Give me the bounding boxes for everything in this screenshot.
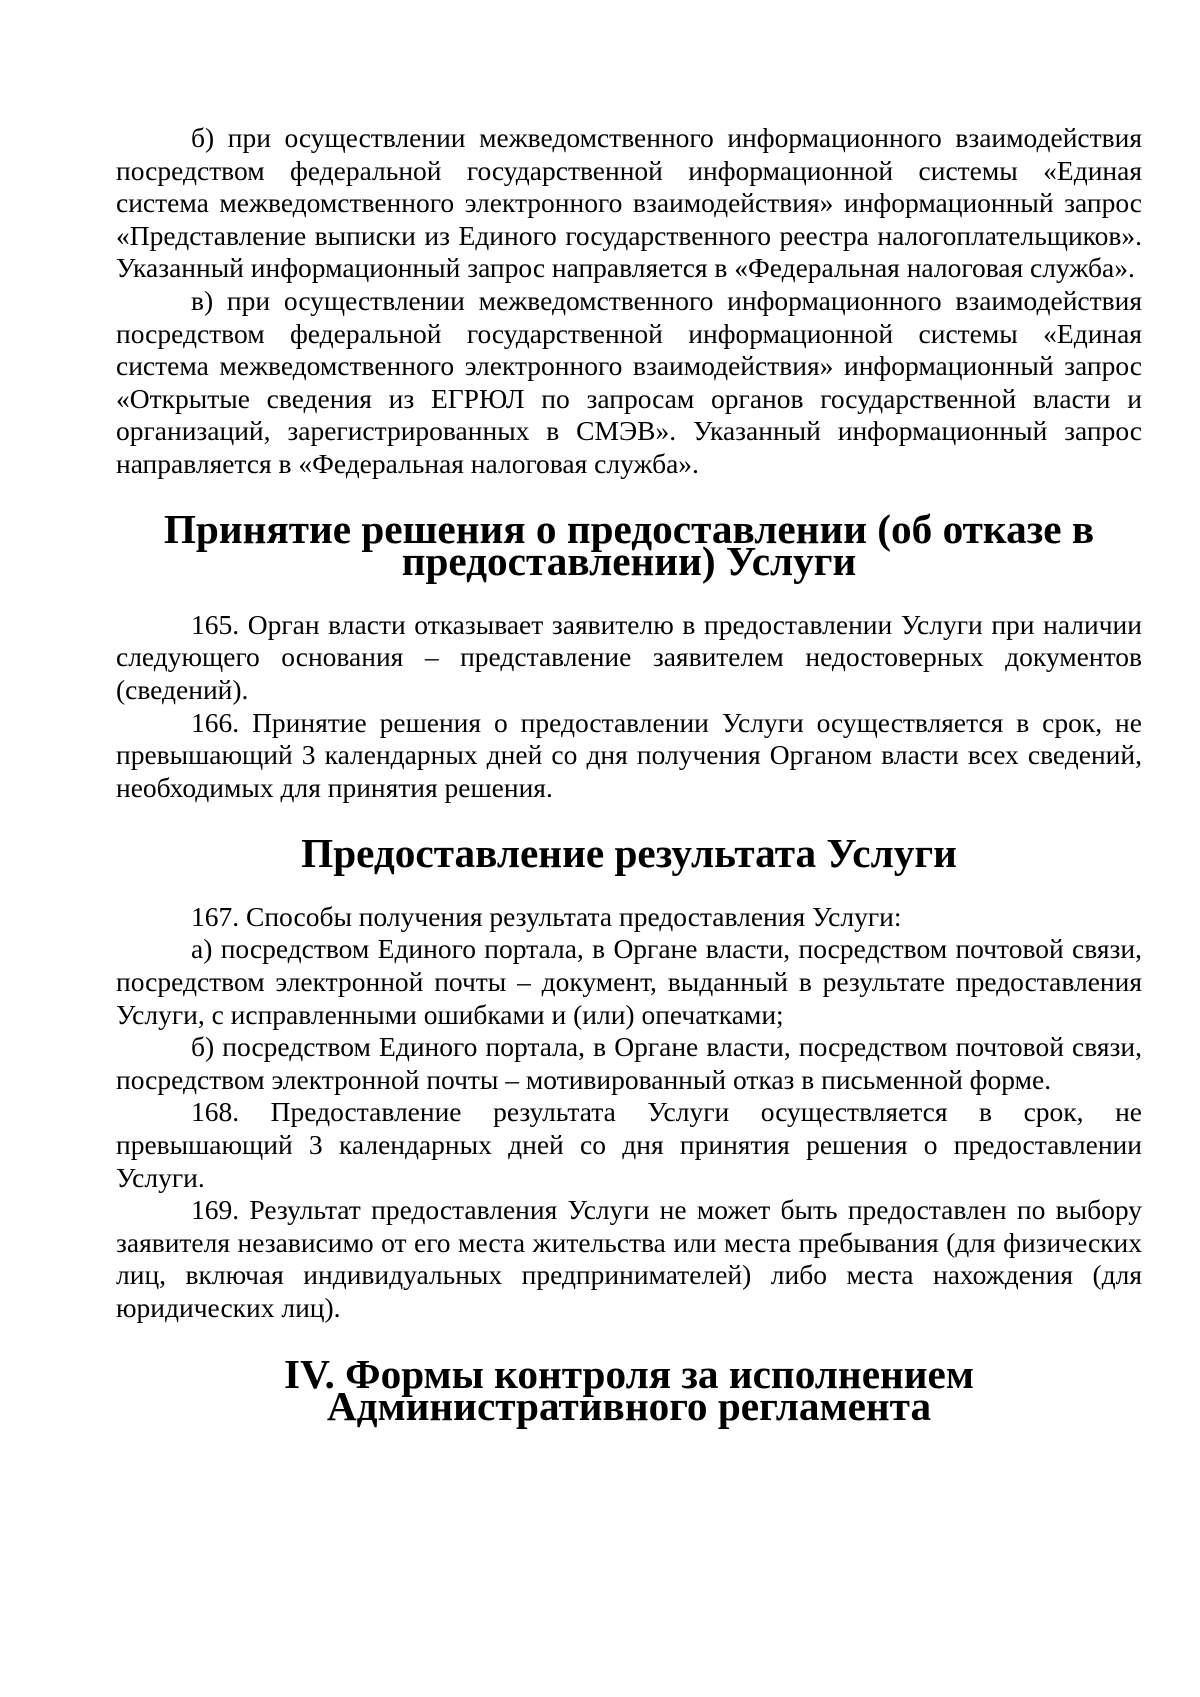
section-heading-result: Предоставление результата Услуги	[301, 830, 957, 877]
paragraph-b-tax-register-request: б) при осуществлении межведомственного информационного взаимодействия посредством федеральной государственной информационной системы «Единая система межведомственного электронного взаимодействия» информационный запрос «Представление выписки из Единого государственного реестра налогоплательщиков». Указанный информационный запрос направляется в «Федеральная налоговая служба».	[116, 122, 1142, 284]
paragraph-166: 166. Принятие решения о предоставлении Услуги осуществляется в срок, не превышающий 3 календарных дней со дня получения Органом власти всех сведений, необходимых для принятия решения.	[116, 706, 1142, 803]
document-body	[116, 122, 1142, 1430]
section-heading-control-forms: IV. Формы контроля за исполнением Административного регламента	[284, 1350, 974, 1430]
paragraph-167: 167. Способы получения результата предоставления Услуги:	[191, 900, 902, 932]
paragraph-167-a: а) посредством Единого портала, в Органе власти, посредством почтовой связи, посредством электронной почты – документ, выданный в результате предоставления Услуги, с исправленными ошибками и (или) опечатками;	[116, 933, 1142, 1030]
paragraph-168: 168. Предоставление результата Услуги осуществляется в срок, не превышающий 3 календарных дней со дня принятия решения о предоставлении Услуги.	[116, 1096, 1142, 1193]
paragraph-167-b: б) посредством Единого портала, в Органе власти, посредством почтовой связи, посредством электронной почты – мотивированный отказ в письменной форме.	[116, 1031, 1142, 1095]
paragraph-v-egrul-request: в) при осуществлении межведомственного информационного взаимодействия посредством федеральной государственной информационной системы «Единая система межведомственного электронного взаимодействия» информационный запрос «Открытые сведения из ЕГРЮЛ по запросам органов государственной власти и организаций, зарегистрированных в СМЭВ». Указанный информационный запрос направляется в «Федеральная налоговая служба».	[116, 284, 1142, 479]
section-heading-decision: Принятие решения о предоставлении (об отказе в предоставлении) Услуги	[163, 505, 1095, 585]
paragraph-165: 165. Орган власти отказывает заявителю в предоставлении Услуги при наличии следующего основания – представление заявителем недостоверных документов (сведений).	[116, 608, 1142, 705]
paragraph-169: 169. Результат предоставления Услуги не может быть предоставлен по выбору заявителя независимо от его места жительства или места пребывания (для физических лиц, включая индивидуальных предпринимателей) либо места нахождения (для юридических лиц).	[116, 1194, 1142, 1323]
